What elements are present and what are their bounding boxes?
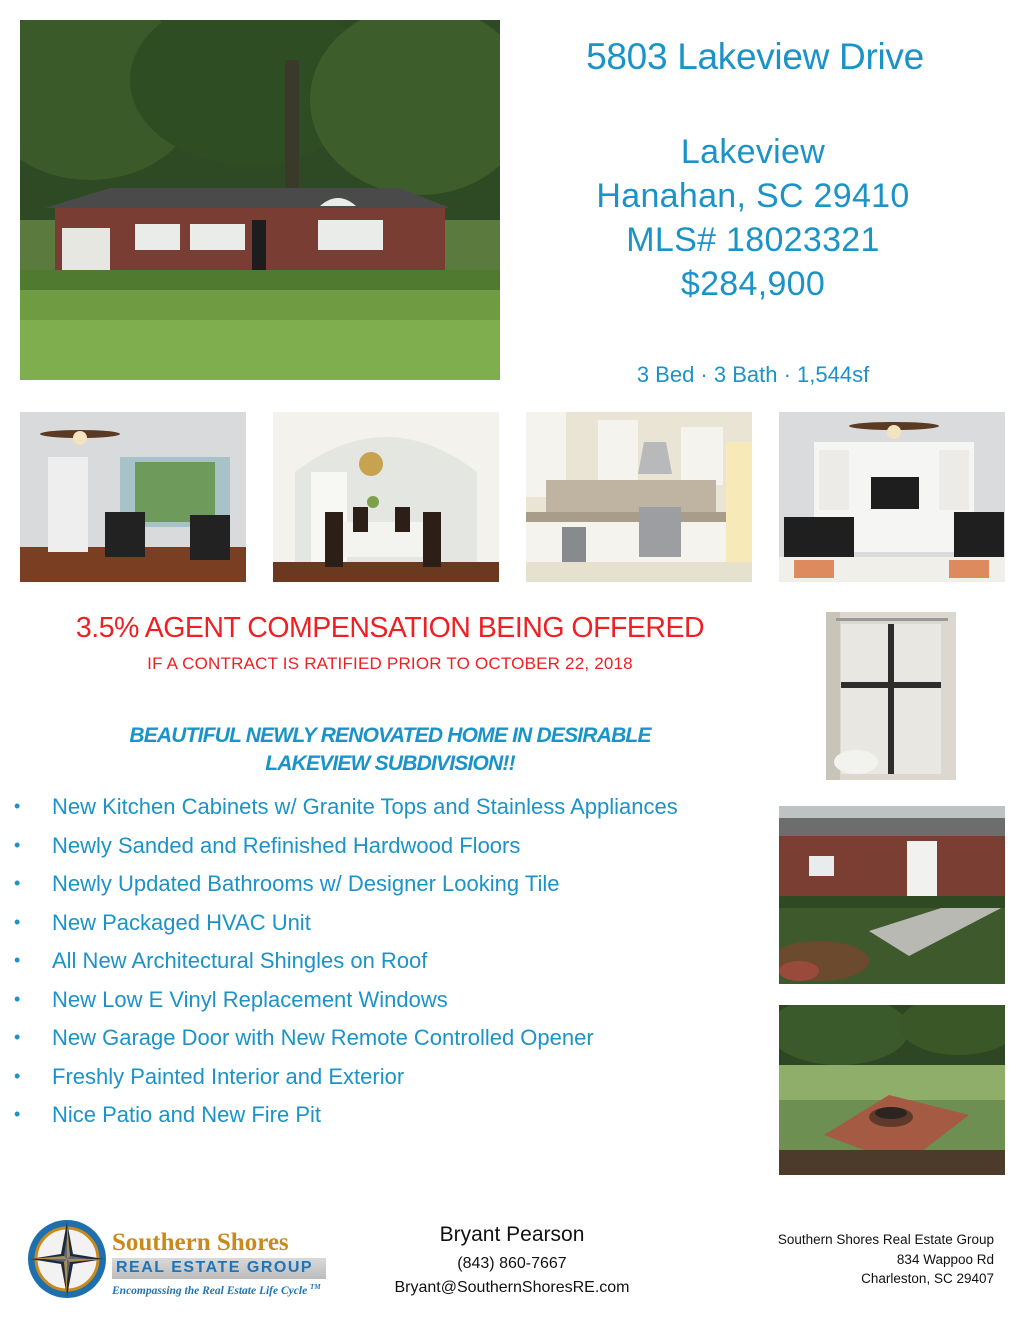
bullet-icon: • (14, 796, 21, 816)
office-street: 834 Wappoo Rd (896, 1252, 994, 1267)
agent-compensation-headline: 3.5% AGENT COMPENSATION BEING OFFERED (75, 612, 705, 644)
feature-item (6, 1021, 766, 1054)
bullet-icon: • (14, 834, 21, 855)
feature-text: New Low E Vinyl Replacement Windows (52, 986, 448, 1012)
feature-text: All New Architectural Shingles on Roof (52, 948, 428, 973)
feature-text: Newly Sanded and Refinished Hardwood Floors (52, 832, 521, 858)
family-room-photo (779, 412, 1005, 582)
main-house-photo (20, 20, 500, 380)
feature-item (6, 829, 766, 862)
bullet-icon: • (14, 1104, 21, 1124)
bullet-icon: • (14, 950, 21, 970)
office-city: Charleston, SC 29407 (861, 1271, 994, 1286)
logo-tagline (112, 1283, 321, 1297)
bathroom-shower-photo (826, 612, 956, 780)
listing-address-block (520, 130, 986, 306)
rear-exterior-photo (779, 806, 1005, 984)
description-headline (40, 722, 740, 778)
feature-text: Newly Updated Bathrooms w/ Designer Looking Tile (52, 871, 560, 896)
bullet-icon: • (14, 1027, 21, 1047)
feature-text: New Garage Door with New Remote Controlled Opener (52, 1025, 594, 1050)
bullet-icon: • (14, 1065, 21, 1086)
logo-brand-name: Southern Shores (112, 1229, 289, 1256)
feature-item (6, 790, 766, 823)
feature-item (6, 1060, 766, 1093)
logo-tagline-text: Encompassing the Real Estate Life Cycle (112, 1284, 308, 1297)
feature-item (6, 906, 766, 939)
description-headline-line-1: BEAUTIFUL NEWLY RENOVATED HOME IN DESIRABLE (129, 724, 651, 747)
feature-text: New Packaged HVAC Unit (52, 909, 311, 935)
feature-text: Nice Patio and New Fire Pit (52, 1102, 321, 1127)
feature-item (6, 867, 766, 900)
agent-phone: (843) 860-7667 (457, 1255, 567, 1272)
subdivision-name: Lakeview (680, 133, 826, 171)
kitchen-photo (526, 412, 752, 582)
dining-room-photo (273, 412, 499, 582)
office-name: Southern Shores Real Estate Group (777, 1232, 994, 1247)
city-state-zip: Hanahan, SC 29410 (596, 177, 910, 215)
bullet-icon: • (14, 873, 21, 893)
feature-text: New Kitchen Cabinets w/ Granite Tops and Stainless Appliances (52, 794, 678, 819)
agent-email: Bryant@SouthernShoresRE.com (394, 1279, 630, 1296)
feature-item (6, 1098, 766, 1131)
listing-specs: 3 Bed · 3 Bath · 1,544sf (636, 362, 870, 387)
living-room-photo (20, 412, 246, 582)
features-list (6, 790, 766, 1137)
mls-number: MLS# 18023321 (626, 221, 880, 259)
compass-logo-icon (26, 1218, 108, 1300)
feature-text: Freshly Painted Interior and Exterior (52, 1063, 405, 1089)
listing-price: $284,900 (680, 265, 826, 303)
feature-item (6, 983, 766, 1016)
listing-title: 5803 Lakeview Drive (586, 36, 924, 77)
description-headline-line-2: LAKEVIEW SUBDIVISION!! (265, 752, 515, 775)
bullet-icon: • (14, 988, 21, 1009)
fire-pit-patio-photo (779, 1005, 1005, 1175)
logo-group-name: REAL ESTATE GROUP (116, 1259, 314, 1276)
agent-compensation-condition: IF A CONTRACT IS RATIFIED PRIOR TO OCTOBER 22, 2018 (147, 654, 633, 673)
feature-item (6, 944, 766, 977)
bullet-icon: • (14, 911, 21, 932)
logo-trademark: TM (310, 1283, 321, 1291)
agent-name: Bryant Pearson (439, 1223, 585, 1246)
